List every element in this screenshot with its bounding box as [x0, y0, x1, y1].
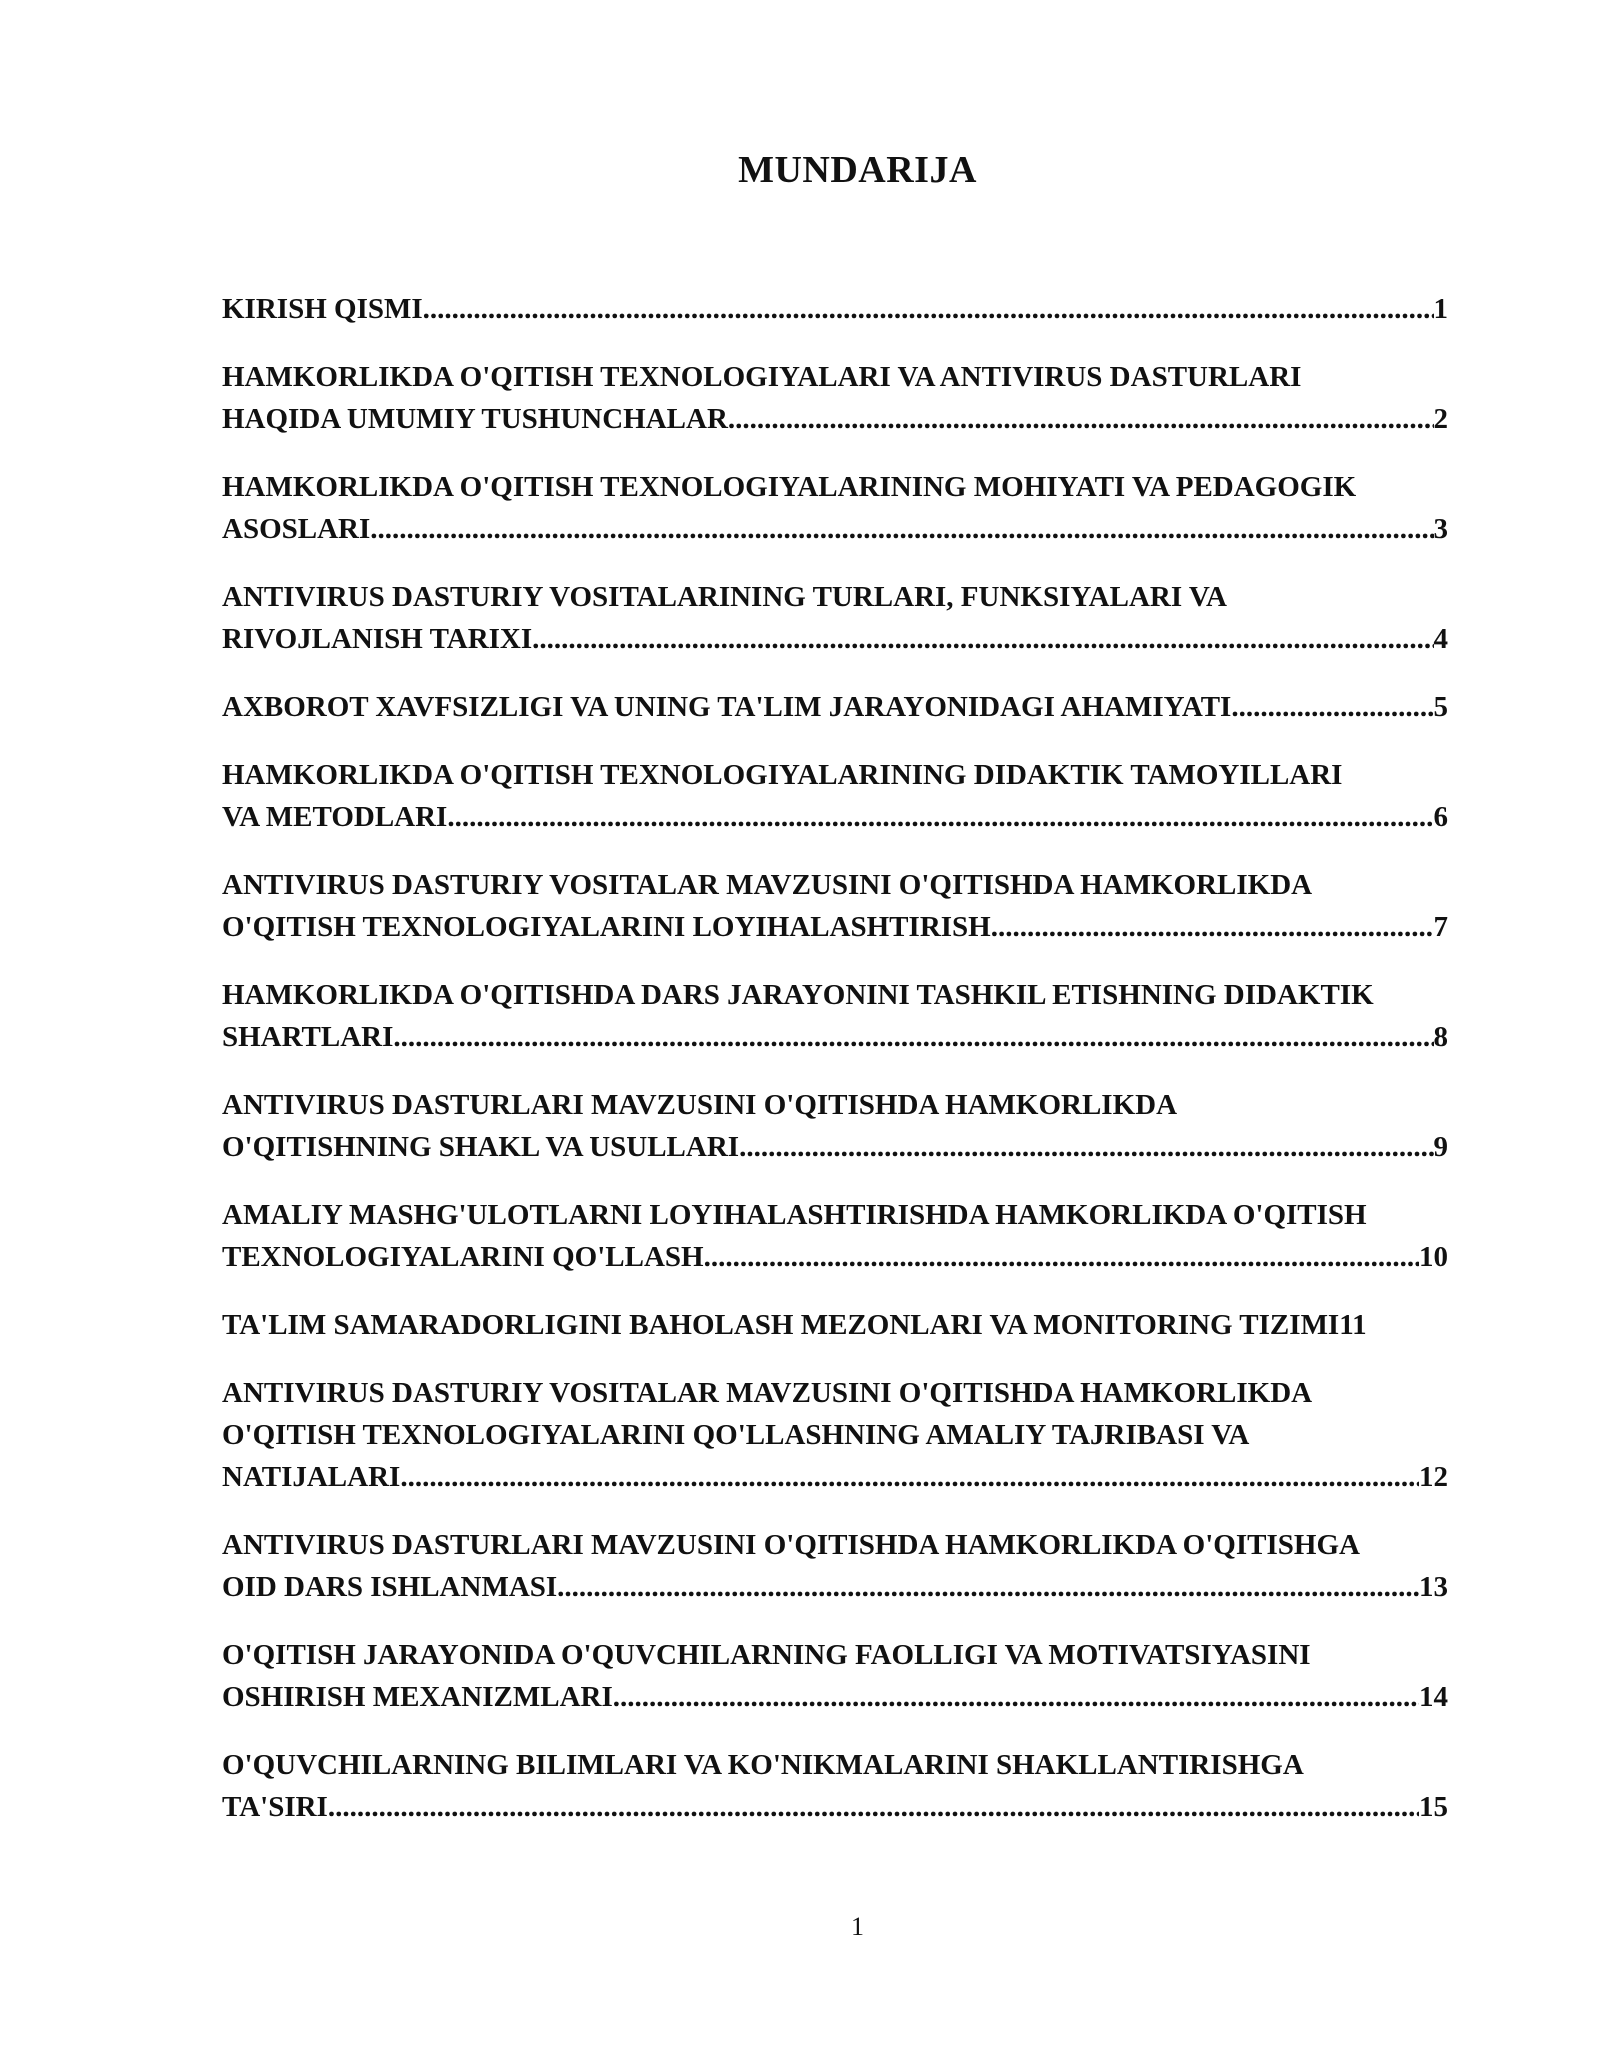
toc-page-number: 6 — [1433, 801, 1448, 833]
dot-leader — [447, 796, 1433, 838]
toc-entry[interactable] — [222, 754, 1448, 838]
page-title: MUNDARIJA — [738, 149, 977, 191]
toc-entry-last-line — [222, 1456, 1448, 1498]
toc-entry-title-line: HAMKORLIKDA O'QITISHDA DARS JARAYONINI TASHKIL ETISHNING DIDAKTIK — [222, 979, 1374, 1011]
toc-entry-title-line: O'QITISH TEXNOLOGIYALARINI QO'LLASHNING AMALIY TAJRIBASI VA — [222, 1419, 1250, 1451]
toc-entry-title-line: O'QITISH JARAYONIDA O'QUVCHILARNING FAOLLIGI VA MOTIVATSIYASINI — [222, 1639, 1311, 1671]
toc-page-number: 3 — [1433, 513, 1448, 545]
toc-entry-last-line — [222, 686, 1448, 728]
toc-entry[interactable] — [222, 356, 1448, 440]
toc-entry-title-line: SHARTLARI — [222, 1021, 394, 1053]
toc-page-number: 10 — [1419, 1241, 1448, 1273]
toc-page-number: 13 — [1419, 1571, 1448, 1603]
dot-leader — [557, 1566, 1419, 1608]
toc-entry-last-line — [222, 1016, 1448, 1058]
toc-entry-title-line: AMALIY MASHG'ULOTLARNI LOYIHALASHTIRISHDA HAMKORLIKDA O'QITISH — [222, 1199, 1367, 1231]
toc-entry-last-line — [222, 1236, 1448, 1278]
table-of-contents — [222, 288, 1448, 1854]
toc-entry-title-line: TA'LIM SAMARADORLIGINI BAHOLASH MEZONLARI VA MONITORING TIZIMI — [222, 1309, 1340, 1341]
toc-entry-title-line: KIRISH QISMI — [222, 293, 423, 325]
toc-entry-title-line: HAMKORLIKDA O'QITISH TEXNOLOGIYALARINING MOHIYATI VA PEDAGOGIK — [222, 471, 1357, 503]
toc-entry-title-line: NATIJALARI — [222, 1461, 401, 1493]
toc-entry-title-line: ANTIVIRUS DASTURIY VOSITALARINING TURLARI, FUNKSIYALARI VA — [222, 581, 1227, 613]
toc-entry-title-line: HAMKORLIKDA O'QITISH TEXNOLOGIYALARI VA ANTIVIRUS DASTURLARI — [222, 361, 1302, 393]
toc-entry-last-line — [222, 1566, 1448, 1608]
toc-entry[interactable] — [222, 686, 1448, 728]
dot-leader — [613, 1676, 1419, 1718]
toc-entry-last-line — [222, 1676, 1448, 1718]
toc-entry[interactable] — [222, 466, 1448, 550]
dot-leader — [704, 1236, 1419, 1278]
toc-entry[interactable] — [222, 1304, 1442, 1346]
toc-entry-last-line — [222, 618, 1448, 660]
toc-entry-last-line — [222, 1126, 1448, 1168]
toc-entry[interactable] — [222, 974, 1448, 1058]
toc-page-number: 2 — [1433, 403, 1448, 435]
toc-entry-last-line — [222, 398, 1448, 440]
toc-entry-title-line: HAQIDA UMUMIY TUSHUNCHALAR — [222, 403, 728, 435]
dot-leader — [532, 618, 1433, 660]
toc-entry-title-line: TA'SIRI — [222, 1791, 328, 1823]
toc-entry-last-line — [222, 508, 1448, 550]
dot-leader — [328, 1786, 1419, 1828]
toc-entry-title-line: O'QUVCHILARNING BILIMLARI VA KO'NIKMALARINI SHAKLLANTIRISHGA — [222, 1749, 1304, 1781]
toc-entry[interactable] — [222, 576, 1448, 660]
toc-entry-title-line: O'QITISHNING SHAKL VA USULLARI — [222, 1131, 740, 1163]
dot-leader — [739, 1126, 1433, 1168]
dot-leader — [370, 508, 1433, 550]
page-number: 1 — [851, 1912, 864, 1941]
dot-leader — [728, 398, 1434, 440]
toc-page-number: 8 — [1433, 1021, 1448, 1053]
toc-entry-last-line — [222, 906, 1448, 948]
toc-entry-title-line: AXBOROT XAVFSIZLIGI VA UNING TA'LIM JARAYONIDAGI AHAMIYATI — [222, 691, 1232, 723]
toc-entry-title-line: VA METODLARI — [222, 801, 448, 833]
toc-entry-last-line — [222, 796, 1448, 838]
toc-page-number: 7 — [1433, 911, 1448, 943]
toc-entry-title-line: ANTIVIRUS DASTURLARI MAVZUSINI O'QITISHDA HAMKORLIKDA — [222, 1089, 1178, 1121]
dot-leader — [991, 906, 1434, 948]
dot-leader — [1231, 686, 1433, 728]
toc-entry-title-line: ANTIVIRUS DASTURIY VOSITALAR MAVZUSINI O'QITISHDA HAMKORLIKDA — [222, 869, 1313, 901]
toc-entry-last-line — [222, 1304, 1448, 1346]
toc-entry-last-line — [222, 1786, 1448, 1828]
toc-page-number: 12 — [1419, 1461, 1448, 1493]
toc-entry-last-line — [222, 288, 1448, 330]
toc-entry-title-line: OSHIRISH MEXANIZMLARI — [222, 1681, 613, 1713]
toc-page-number: 9 — [1433, 1131, 1448, 1163]
toc-entry-title-line: ANTIVIRUS DASTURIY VOSITALAR MAVZUSINI O'QITISHDA HAMKORLIKDA — [222, 1377, 1313, 1409]
toc-page-number: 11 — [1339, 1309, 1367, 1341]
toc-entry-title-line: O'QITISH TEXNOLOGIYALARINI LOYIHALASHTIRISH — [222, 911, 991, 943]
toc-page-number: 5 — [1433, 691, 1448, 723]
toc-entry-title-line: HAMKORLIKDA O'QITISH TEXNOLOGIYALARINING DIDAKTIK TAMOYILLARI — [222, 759, 1343, 791]
toc-page-number: 14 — [1419, 1681, 1448, 1713]
toc-page-number: 4 — [1433, 623, 1448, 655]
dot-leader — [393, 1016, 1433, 1058]
toc-entry-title-line: ASOSLARI — [222, 513, 371, 545]
toc-entry[interactable] — [222, 1084, 1448, 1168]
toc-entry[interactable] — [222, 1524, 1448, 1608]
toc-entry-title-line: TEXNOLOGIYALARINI QO'LLASH — [222, 1241, 704, 1273]
toc-entry-title-line: RIVOJLANISH TARIXI — [222, 623, 533, 655]
toc-entry[interactable] — [222, 288, 1448, 330]
toc-entry[interactable] — [222, 1194, 1448, 1278]
dot-leader — [423, 288, 1434, 330]
toc-entry-title-line: ANTIVIRUS DASTURLARI MAVZUSINI O'QITISHDA HAMKORLIKDA O'QITISHGA — [222, 1529, 1360, 1561]
toc-entry[interactable] — [222, 864, 1448, 948]
toc-entry[interactable] — [222, 1744, 1448, 1828]
toc-page-number: 1 — [1433, 293, 1448, 325]
toc-entry[interactable] — [222, 1634, 1448, 1718]
toc-entry[interactable] — [222, 1372, 1448, 1498]
dot-leader — [400, 1456, 1419, 1498]
toc-entry-title-line: OID DARS ISHLANMASI — [222, 1571, 558, 1603]
toc-page-number: 15 — [1419, 1791, 1448, 1823]
